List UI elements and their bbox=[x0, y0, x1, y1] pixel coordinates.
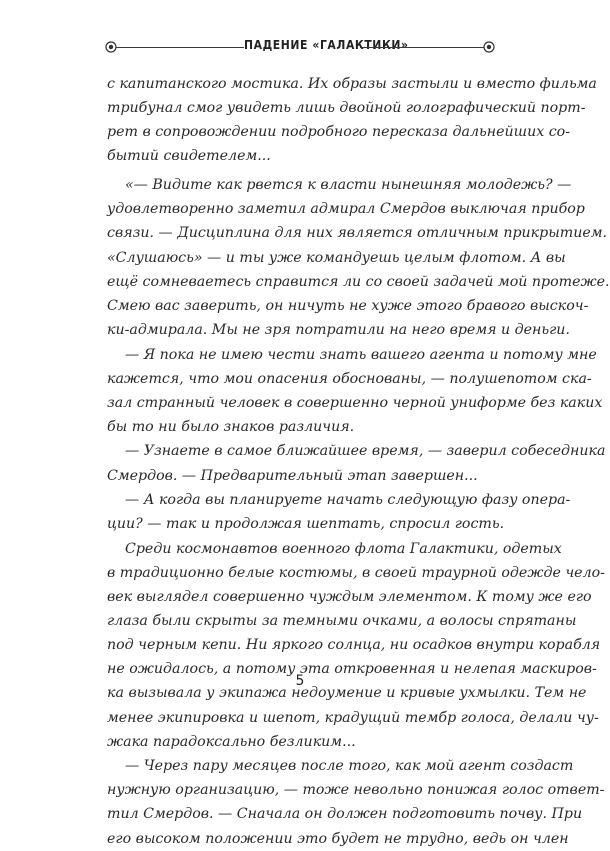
text-line: нужную организацию, — тоже невольно понижая голос ответ- bbox=[107, 782, 605, 798]
text-line: бытий свидетелем... bbox=[107, 148, 271, 164]
text-line: менее экипировка и шепот, крадущий тембр голоса, делали чу- bbox=[107, 710, 599, 726]
text-line: под черным кепи. Ни яркого солнца, ни осадков внутри корабля bbox=[107, 637, 601, 653]
text-line: его высоком положении это будет не трудно, ведь он член bbox=[107, 831, 569, 847]
text-line: удовлетворенно заметил адмирал Смердов выключая прибор bbox=[107, 201, 585, 217]
text-line: «Слушаюсь» — и ты уже командуешь целым флотом. А вы bbox=[107, 250, 566, 266]
text-line: — Я пока не имею чести знать вашего агента и потому мне bbox=[125, 347, 597, 363]
text-line: ки-адмирала. Мы не зря потратили на него время и деньги. bbox=[107, 322, 570, 338]
text-line: в традиционно белые костюмы, в своей траурной одежде чело- bbox=[107, 565, 605, 581]
text-line: глаза были скрыты за темными очками, а волосы спрятаны bbox=[107, 613, 577, 629]
text-line: век выглядел совершенно чуждым элементом. К тому же его bbox=[107, 589, 592, 605]
text-line: жака парадоксально безликим... bbox=[107, 734, 356, 750]
text-line: — А когда вы планируете начать следующую фазу опера- bbox=[125, 492, 571, 508]
text-line: не ожидалось, а потому эта откровенная и нелепая маскиров- bbox=[107, 661, 597, 677]
text-line: тил Смердов. — Сначала он должен подготовить почву. При bbox=[107, 806, 583, 822]
right-ornament-icon bbox=[482, 40, 496, 54]
text-line: трибунал смог увидеть лишь двойной голографический порт- bbox=[107, 100, 586, 116]
text-line: бы то ни было знаков различия. bbox=[107, 419, 355, 435]
text-line: Среди космонавтов военного флота Галактики, одетых bbox=[125, 541, 562, 557]
text-line: рет в сопровождении подробного пересказа дальнейших со- bbox=[107, 124, 571, 140]
text-line: Смердов. — Предварительный этап завершен... bbox=[107, 468, 478, 484]
header-rule-left bbox=[116, 47, 244, 48]
text-line: ции? — так и продолжая шептать, спросил гость. bbox=[107, 516, 505, 532]
text-line: ка вызывала у экипажа недоумение и кривые ухмылки. Тем не bbox=[107, 685, 587, 701]
running-header bbox=[104, 34, 496, 56]
text-line: зал странный человек в совершенно черной униформе без каких bbox=[107, 395, 603, 411]
text-line: с капитанского мостика. Их образы застыли и вместо фильма bbox=[107, 76, 597, 92]
text-line: ещё сомневаетесь справится ли со своей задачей мой протеже. bbox=[107, 274, 610, 290]
header-rule-right bbox=[360, 47, 484, 48]
text-line: связи. — Дисциплина для них является отличным прикрытием. bbox=[107, 225, 608, 241]
page-number: 5 bbox=[295, 673, 305, 689]
running-title: ПАДЕНИЕ «ГАЛАКТИКИ» bbox=[244, 38, 409, 52]
text-line: «— Видите как рвется к власти нынешняя молодежь? — bbox=[125, 177, 572, 193]
text-line: кажется, что мои опасения обоснованы, — полушепотом ска- bbox=[107, 371, 592, 387]
text-line: — Через пару месяцев после того, как мой агент создаст bbox=[125, 758, 574, 774]
text-line: Смею вас заверить, он ничуть не хуже этого бравого выскоч- bbox=[107, 298, 589, 314]
text-line: — Узнаете в самое ближайшее время, — заверил собеседника bbox=[125, 443, 606, 459]
